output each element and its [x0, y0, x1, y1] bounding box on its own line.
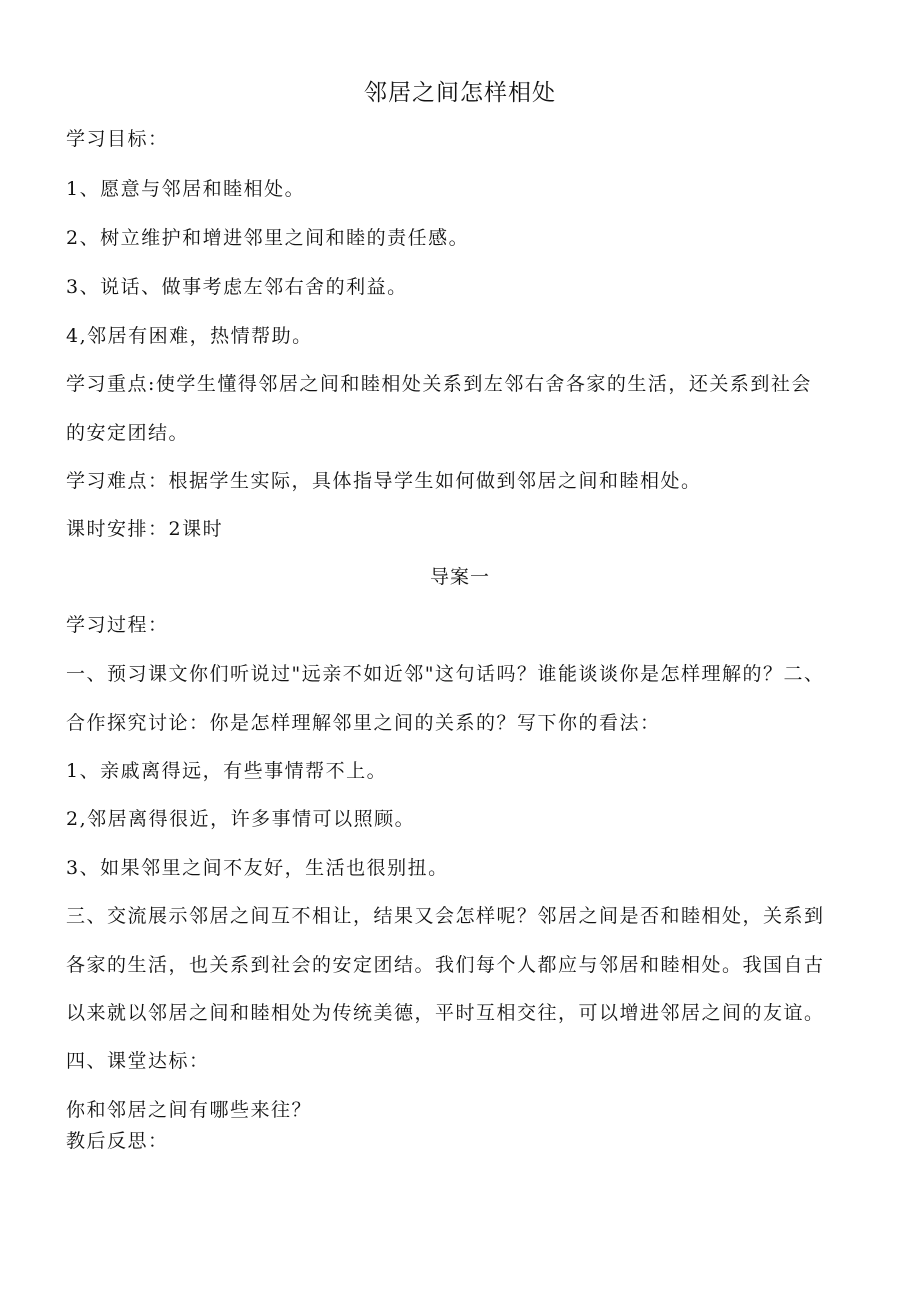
- key-points-line-1: 学习重点:使学生懂得邻居之间和睦相处关系到左邻右舍各家的生活，还关系到社会: [66, 373, 812, 395]
- process-line-1: 一、预习课文你们听说过"远亲不如近邻"这句话吗？谁能谈谈你是怎样理解的？二、: [66, 663, 825, 685]
- objective-item-4: 4,邻居有困难，热情帮助。: [66, 325, 313, 347]
- process-line-3: 1、亲戚离得远，有些事情帮不上。: [66, 760, 388, 782]
- schedule-text: 课时安排：2课时: [66, 518, 224, 540]
- objective-item-1: 1、愿意与邻居和睦相处。: [66, 178, 306, 200]
- process-line-4: 2,邻居离得很近，许多事情可以照顾。: [66, 808, 416, 830]
- section-title: 导案一: [429, 566, 490, 588]
- objective-item-2: 2、树立维护和增进邻里之间和睦的责任感。: [66, 227, 470, 249]
- process-line-5: 3、如果邻里之间不友好，生活也很别扭。: [66, 857, 449, 879]
- process-heading: 学习过程：: [66, 614, 169, 636]
- key-points-line-2: 的安定团结。: [66, 422, 190, 444]
- process-line-2: 合作探究讨论：你是怎样理解邻里之间的关系的？写下你的看法：: [66, 712, 661, 734]
- document-title: 邻居之间怎样相处: [364, 80, 556, 106]
- process-line-11: 教后反思：: [66, 1130, 169, 1152]
- difficulty-text: 学习难点：根据学生实际，具体指导学生如何做到邻居之间和睦相处。: [66, 470, 702, 492]
- objective-item-3: 3、说话、做事考虑左邻右舍的利益。: [66, 276, 408, 298]
- process-line-7: 各家的生活，也关系到社会的安定团结。我们每个人都应与邻居和睦相处。我国自古: [66, 954, 825, 976]
- objectives-heading: 学习目标：: [66, 128, 169, 150]
- process-line-6: 三、交流展示邻居之间互不相让，结果又会怎样呢？邻居之间是否和睦相处，关系到: [66, 905, 825, 927]
- process-line-8: 以来就以邻居之间和睦相处为传统美德，平时互相交往，可以增进邻居之间的友谊。: [66, 1002, 825, 1024]
- process-line-10: 你和邻居之间有哪些来往？: [66, 1099, 313, 1121]
- process-line-9: 四、课堂达标：: [66, 1050, 210, 1072]
